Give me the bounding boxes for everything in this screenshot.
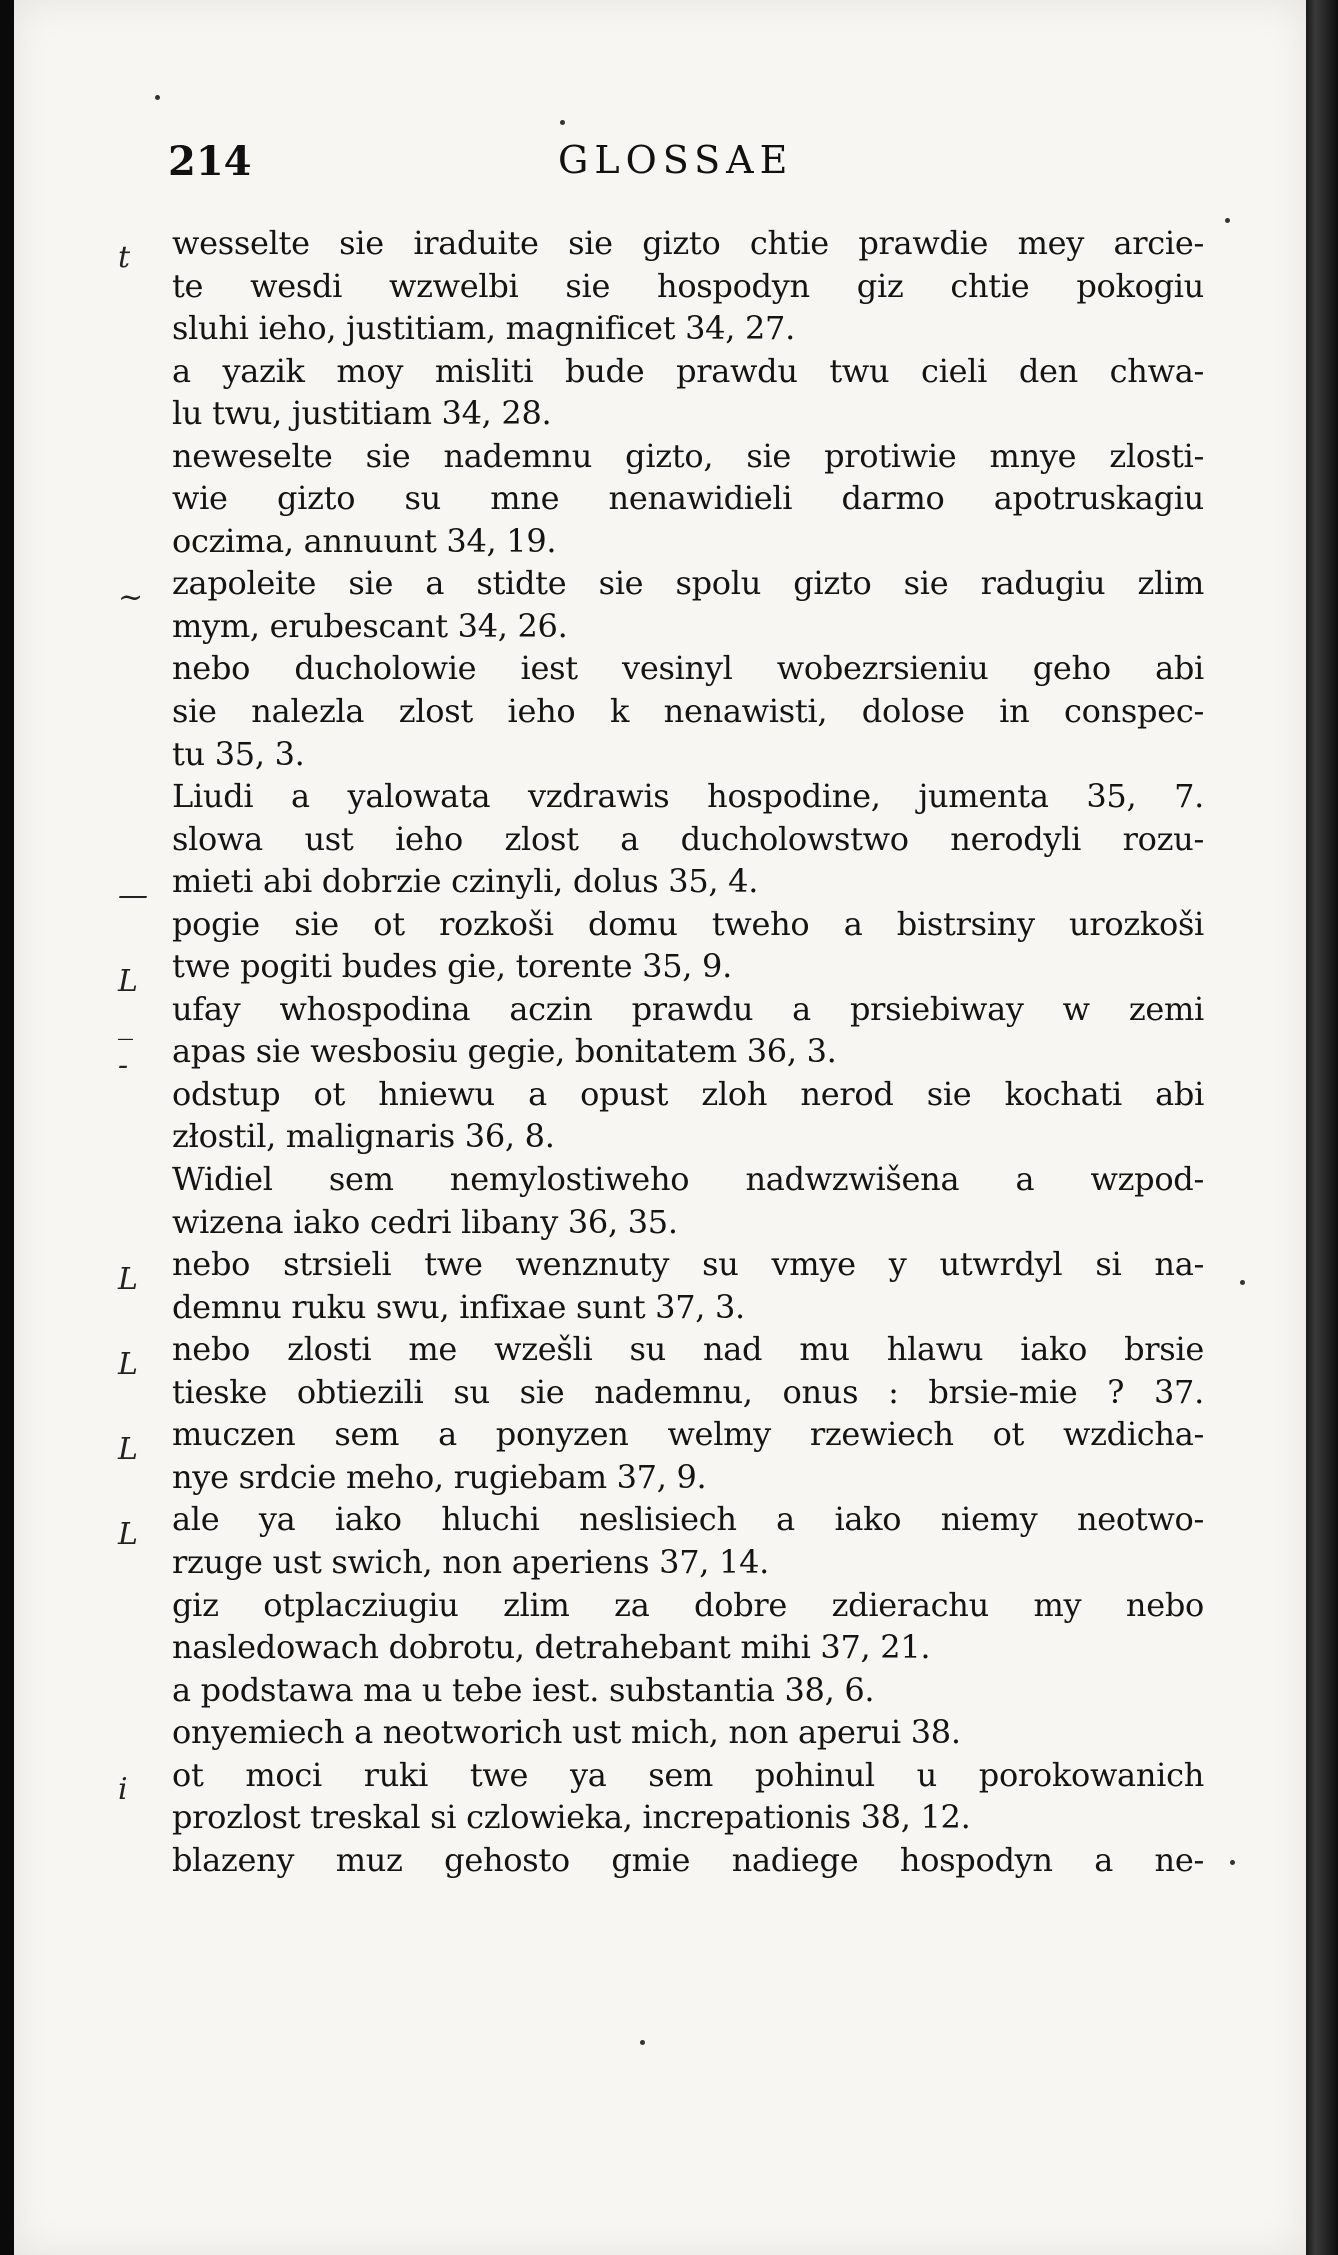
text-line: zapoleite sie a stidte sie spolu gizto sie radugiu zlim (172, 564, 1204, 603)
text-line: a podstawa ma u tebe iest. substantia 38, 6. (172, 1670, 875, 1709)
text-line: demnu ruku swu, infixae sunt 37, 3. (172, 1287, 745, 1326)
text-line: nasledowach dobrotu, detrahebant mihi 37, 21. (172, 1628, 931, 1667)
text-line: nebo strsieli twe wenznuty su vmye y utwrdyl si na- (172, 1245, 1204, 1284)
margin-mark: L (118, 964, 138, 999)
text-line: tieske obtiezili su sie nademnu, onus : brsie-mie ? 37. (172, 1372, 1204, 1411)
margin-mark: - (118, 1048, 129, 1083)
text-line: Widiel sem nemylostiweho nadwzwišena a wzpod- (172, 1160, 1204, 1199)
margin-mark: L (118, 1347, 138, 1382)
text-line: slowa ust ieho zlost a ducholowstwo nerodyli rozu- (172, 819, 1204, 858)
page-header (168, 138, 1198, 188)
paper-speck (640, 2040, 645, 2045)
text-line: ufay whospodina aczin prawdu a prsiebiway w zemi (172, 989, 1204, 1028)
text-line: prozlost treskal si czlowieka, increpationis 38, 12. (172, 1798, 971, 1837)
text-line: wesselte sie iraduite sie gizto chtie prawdie mey arcie- (172, 224, 1204, 262)
text-line: apas sie wesbosiu gegie, bonitatem 36, 3. (172, 1032, 837, 1071)
text-line: nye srdcie meho, rugiebam 37, 9. (172, 1457, 707, 1496)
text-line: muczen sem a ponyzen welmy rzewiech ot wzdicha- (172, 1415, 1204, 1454)
page-number: 214 (168, 138, 252, 185)
text-line: wizena iako cedri libany 36, 35. (172, 1202, 678, 1241)
margin-mark: _ (118, 1006, 133, 1041)
margin-mark: i (118, 1772, 128, 1807)
paper-speck (1240, 1280, 1245, 1285)
text-line: rzuge ust swich, non aperiens 37, 14. (172, 1542, 770, 1581)
text-line: odstup ot hniewu a opust zloh nerod sie kochati abi (172, 1074, 1204, 1113)
text-line: złostil, malignaris 36, 8. (172, 1117, 555, 1156)
margin-mark: L (118, 1517, 138, 1552)
text-line: a yazik moy misliti bude prawdu twu cieli den chwa- (172, 351, 1204, 390)
text-line: twe pogiti budes gie, torente 35, 9. (172, 947, 732, 986)
running-title: GLOSSAE (558, 138, 794, 182)
text-line: neweselte sie nademnu gizto, sie protiwie mnye zlosti- (172, 436, 1204, 475)
margin-mark: — (118, 878, 148, 913)
text-line: blazeny muz gehosto gmie nadiege hospodyn a ne- (172, 1840, 1204, 1879)
text-line: mym, erubescant 34, 26. (172, 606, 568, 645)
text-line: onyemiech a neotworich ust mich, non aperui 38. (172, 1713, 961, 1752)
text-line: nebo ducholowie iest vesinyl wobezrsieniu geho abi (172, 649, 1204, 688)
text-line: te wesdi wzwelbi sie hospodyn giz chtie pokogiu (172, 266, 1204, 305)
adjacent-page-edge (1306, 0, 1338, 2255)
text-line: sie nalezla zlost ieho k nenawisti, dolose in conspec- (172, 692, 1204, 731)
glossary-text (172, 222, 1204, 1881)
paper-speck (155, 95, 160, 100)
paper-speck (560, 120, 565, 125)
margin-mark: t (118, 240, 131, 275)
text-line: lu twu, justitiam 34, 28. (172, 394, 552, 433)
text-line: giz otplacziugiu zlim za dobre zdierachu my nebo (172, 1585, 1204, 1624)
margin-mark: L (118, 1262, 138, 1297)
text-line: ot moci ruki twe ya sem pohinul u porokowanich (172, 1755, 1204, 1794)
paper-speck (1225, 218, 1230, 223)
text-line: ale ya iako hluchi neslisiech a iako niemy neotwo- (172, 1500, 1204, 1539)
text-line: wie gizto su mne nenawidieli darmo apotruskagiu (172, 479, 1204, 518)
text-line: oczima, annuunt 34, 19. (172, 521, 557, 560)
text-line: mieti abi dobrzie czinyli, dolus 35, 4. (172, 862, 759, 901)
text-line: nebo zlosti me wzešli su nad mu hlawu iako brsie (172, 1330, 1204, 1369)
text-line: sluhi ieho, justitiam, magnificet 34, 27. (172, 309, 795, 348)
text-line: pogie sie ot rozkoši domu tweho a bistrsiny urozkoši (172, 904, 1204, 943)
margin-mark: ~ (118, 580, 144, 615)
margin-mark: L (118, 1432, 138, 1467)
text-line: Liudi a yalowata vzdrawis hospodine, jumenta 35, 7. (172, 777, 1204, 816)
text-line: tu 35, 3. (172, 734, 305, 773)
paper-speck (1230, 1860, 1235, 1865)
